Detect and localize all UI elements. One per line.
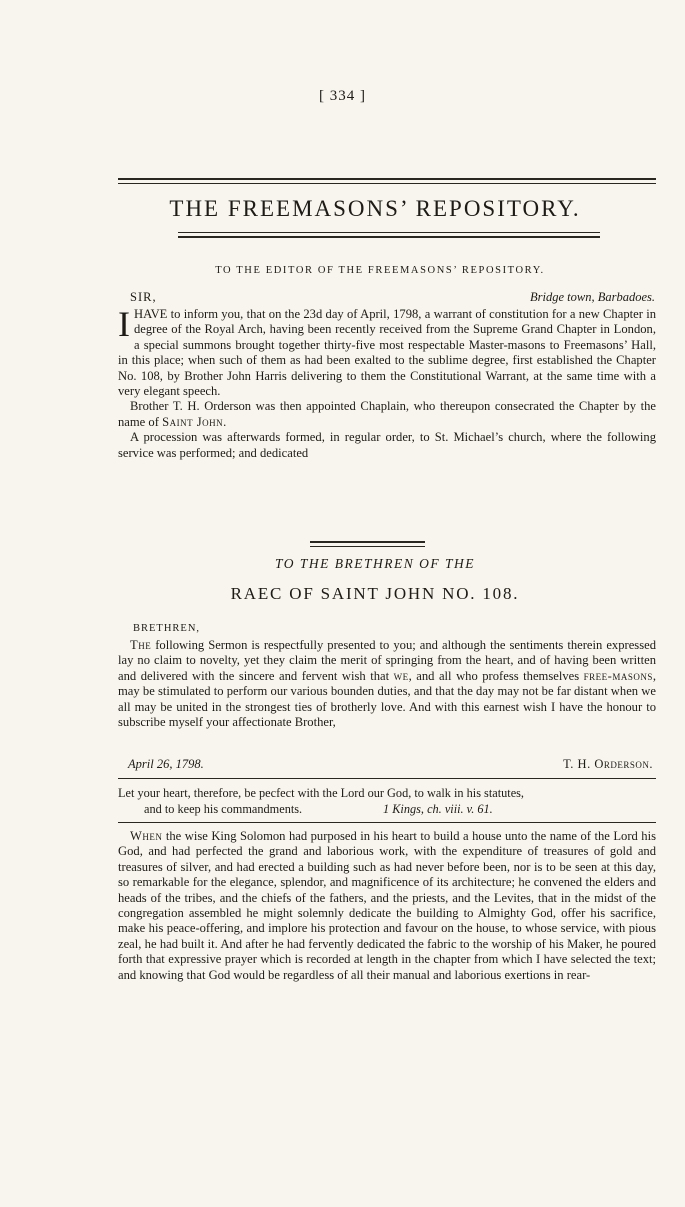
letter-address: TO THE EDITOR OF THE FREEMASONS’ REPOSITORY.	[215, 265, 545, 276]
epigraph-line-1: Let your heart, therefore, be pecfect with the Lord our God, to walk in his statutes,	[118, 786, 525, 800]
dedication-freemasons: free-masons	[583, 668, 653, 683]
dedication-title: TO THE BRETHREN OF THE	[274, 556, 475, 571]
epigraph-line-2-text: and to keep his commandments.	[144, 802, 303, 816]
sermon-text: the wise King Solomon had purposed in his heart to build a house unto the name of the Lord his God, and had perfected the grand and laborious work, with the expenditure of treasures of gold and treasures of silver, and had erected a building such as had never before been, nor is to be seen at this day, so remarkable for the elegance, splendor, and magnificence of its architecture; he convened the elders and heads of the tribes, and the chiefs of the fathers, and the priests, and the Levites, that in the midst of the congregation assembled he might solemnly dedicate the building to Almighty God, offer his sacrifice, make his peace-offering, and implore his protection and favour on the house, to whose service, with pious zeal, he had built it. And after he had fervently dedicated the fabric to the worship of his Maker, he poured forth that expressive prayer which is recorded at length in the chapter from which I have selected the text; and knowing that God would be regardless of all their manual and laborious exertions in rear-	[118, 829, 656, 982]
dedication-we: we	[393, 668, 409, 683]
chapter-name: Saint John.	[162, 414, 227, 429]
dedication-signature: T. H. Orderson.	[563, 757, 653, 771]
letter-paragraph-1	[118, 304, 656, 399]
dedication-lead-word: The	[130, 638, 152, 652]
masthead-bottom-rule-thick	[178, 236, 600, 238]
section-divider-thick	[310, 541, 425, 543]
drop-cap: I	[118, 304, 130, 344]
masthead-top-rule	[118, 178, 656, 180]
dedication-text-1: following Sermon is respectfully presented to you; and although the sentiments therein expressed lay no claim to novelty, yet they claim the merit of springing from the heart, and of having been written and delivered with the sincere and fervent wish that	[118, 638, 656, 683]
letter-paragraph-2-text: Brother T. H. Orderson was then appointed Chaplain, who thereupon consecrated the Chapter by the name of	[118, 399, 656, 429]
sermon-paragraph	[118, 829, 656, 983]
epigraph-line-2	[118, 801, 656, 817]
letter-salutation-row	[130, 290, 655, 305]
dedication-subtitle: RAEC OF SAINT JOHN NO. 108.	[230, 584, 520, 603]
page-number: [ 334 ]	[319, 88, 366, 104]
letter-body	[118, 304, 656, 461]
dedication-signoff	[128, 757, 653, 772]
letter-paragraph-2	[118, 399, 656, 430]
letter-place: Bridge town, Barbadoes.	[530, 290, 655, 304]
dedication-body	[118, 638, 656, 730]
letter-paragraph-1-text: HAVE to inform you, that on the 23d day of April, 1798, a warrant of constitution for a new Chapter in degree of the Royal Arch, having been recently received from the Supreme Grand Chapter in London, a special summons brought together thirty-five most respectable Master-masons to Freemasons’ Hall, in this place; when such of them as had been exalted to the sublime degree, first established the Chapter No. 108, by Brother John Harris delivering to them the Constitutional Warrant, at the same time with a very elegant speech.	[118, 307, 656, 399]
sermon-lead-word: When	[130, 829, 163, 843]
sermon-body	[118, 829, 656, 983]
section-divider-thin	[310, 546, 425, 547]
epigraph-bottom-rule	[118, 822, 656, 823]
epigraph-top-rule	[118, 778, 656, 779]
masthead-top-rule-thin	[118, 183, 656, 184]
dedication-text-3: , may be stimulated to perform our various bounden duties, and that the day may not be far distant when we all may be united in the strongest ties of brotherly love. And with this earnest wish I have the honour to subscribe myself your affectionate Brother,	[118, 668, 656, 730]
masthead-title: THE FREEMASONS’ REPOSITORY.	[169, 196, 581, 221]
epigraph	[118, 785, 656, 817]
dedication-paragraph	[118, 638, 656, 730]
dedication-date: April 26, 1798.	[128, 757, 204, 771]
masthead-bottom-rule	[178, 232, 600, 233]
dedication-text-2: , and all who profess themselves	[408, 668, 584, 683]
letter-paragraph-3: A procession was afterwards formed, in regular order, to St. Michael’s church, where the following service was performed; and dedicated	[118, 430, 656, 460]
dedication-salutation: BRETHREN,	[133, 623, 201, 634]
epigraph-reference: 1 Kings, ch. viii. v. 61.	[383, 802, 493, 816]
letter-salutation: SIR,	[130, 290, 157, 304]
